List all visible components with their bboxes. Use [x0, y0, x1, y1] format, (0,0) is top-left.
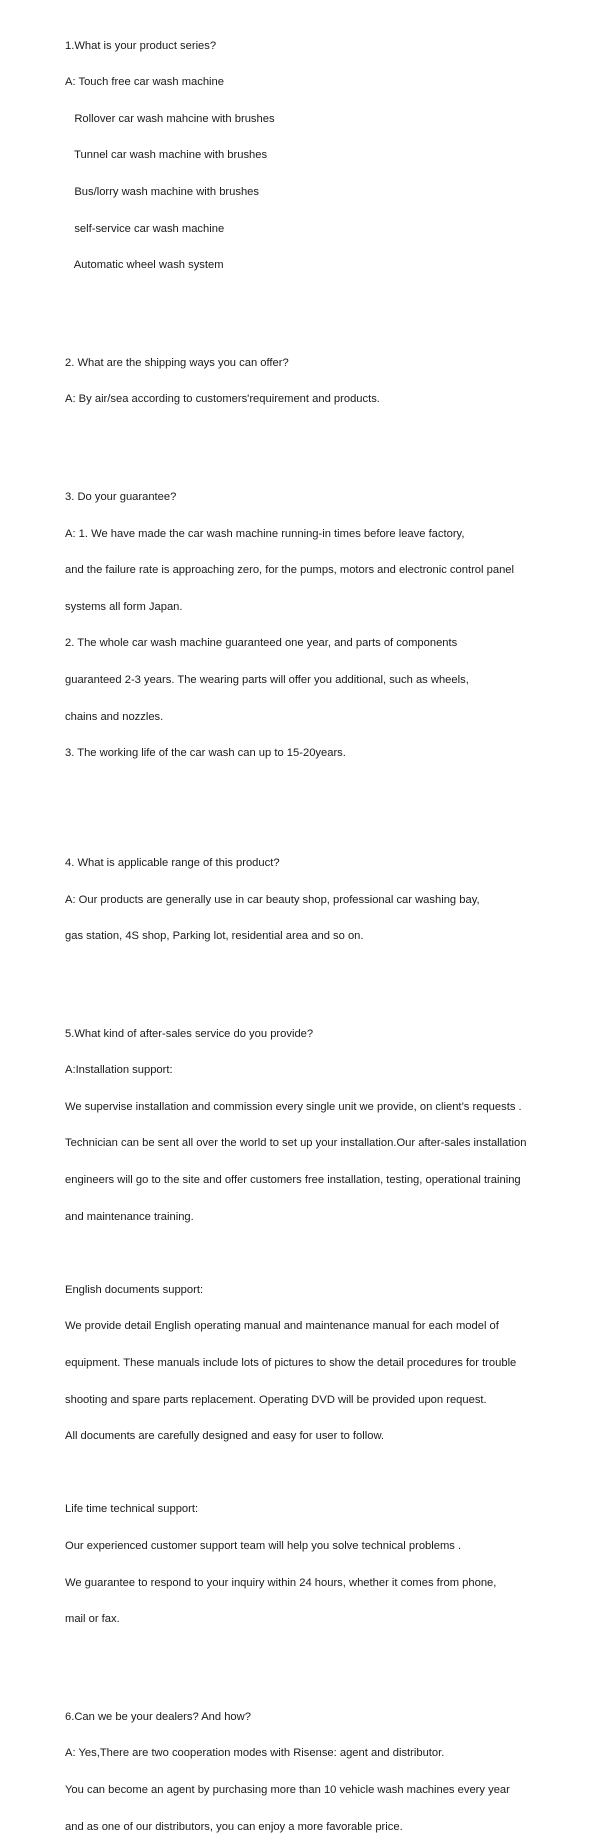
q5-installation-line: and maintenance training.: [65, 1210, 194, 1223]
q1-answer-line: Automatic wheel wash system: [65, 259, 224, 272]
faq-document: [65, 3, 595, 1845]
q5-installation-line: Technician can be sent all over the world to set up your installation.Our after-sales installation: [65, 1137, 527, 1150]
q5-question: 5.What kind of after-sales service do you provide?: [65, 1027, 314, 1040]
q5-documents-line: shooting and spare parts replacement. Operating DVD will be provided upon request.: [65, 1393, 487, 1406]
q5-technical-line: Life time technical support:: [65, 1503, 199, 1516]
q4-question: 4. What is applicable range of this product?: [65, 856, 280, 869]
q1-answer-line: A: Touch free car wash machine: [65, 76, 224, 89]
q5-documents-line: All documents are carefully designed and easy for user to follow.: [65, 1430, 385, 1443]
q2-answer-line: A: By air/sea according to customers'requirement and products.: [65, 393, 380, 406]
q6-answer-line: A: Yes,There are two cooperation modes with Risense: agent and distributor.: [65, 1747, 445, 1760]
q6-answer-line: You can become an agent by purchasing more than 10 vehicle wash machines every year: [65, 1783, 510, 1796]
q1-question: 1.What is your product series?: [65, 39, 217, 52]
q5-technical-line: Our experienced customer support team will help you solve technical problems .: [65, 1540, 462, 1552]
q5-documents-line: We provide detail English operating manual and maintenance manual for each model of: [65, 1320, 499, 1333]
q6-question: 6.Can we be your dealers? And how?: [65, 1710, 251, 1723]
q5-documents-line: equipment. These manuals include lots of pictures to show the detail procedures for trouble: [65, 1357, 517, 1370]
q1-answer-line: Rollover car wash mahcine with brushes: [65, 112, 275, 125]
q1-answer-line: Bus/lorry wash machine with brushes: [65, 185, 259, 198]
q5-installation-line: We supervise installation and commission every single unit we provide, on client’s requests .: [65, 1100, 522, 1113]
q5-installation-line: A:Installation support:: [65, 1064, 173, 1077]
q2-question: 2. What are the shipping ways you can offer?: [65, 356, 289, 369]
q1-answer-line: self-service car wash machine: [65, 222, 225, 235]
q5-technical-line: mail or fax.: [65, 1613, 120, 1626]
q3-answer-line: A: 1. We have made the car wash machine running-in times before leave factory,: [65, 527, 465, 540]
q3-answer-line: chains and nozzles.: [65, 710, 164, 723]
q3-answer-line: 3. The working life of the car wash can up to 15-20years.: [65, 747, 346, 760]
q3-answer-line: systems all form Japan.: [65, 600, 183, 613]
q5-installation-line: engineers will go to the site and offer customers free installation, testing, operational training: [65, 1174, 521, 1187]
q3-question: 3. Do your guarantee?: [65, 490, 177, 503]
q3-answer-line: 2. The whole car wash machine guaranteed one year, and parts of components: [65, 637, 458, 650]
q5-documents-line: English documents support:: [65, 1283, 204, 1296]
q3-answer-line: and the failure rate is approaching zero, for the pumps, motors and electronic control panel: [65, 564, 514, 577]
q4-answer-line: A: Our products are generally use in car beauty shop, professional car washing bay,: [65, 893, 480, 906]
q3-answer-line: guaranteed 2-3 years. The wearing parts will offer you additional, such as wheels,: [65, 673, 469, 686]
q1-answer-line: Tunnel car wash machine with brushes: [65, 149, 268, 162]
q5-technical-line: We guarantee to respond to your inquiry within 24 hours, whether it comes from phone,: [65, 1576, 497, 1589]
q4-answer-line: gas station, 4S shop, Parking lot, residential area and so on.: [65, 930, 364, 943]
q6-answer-line: and as one of our distributors, you can enjoy a more favorable price.: [65, 1820, 403, 1833]
